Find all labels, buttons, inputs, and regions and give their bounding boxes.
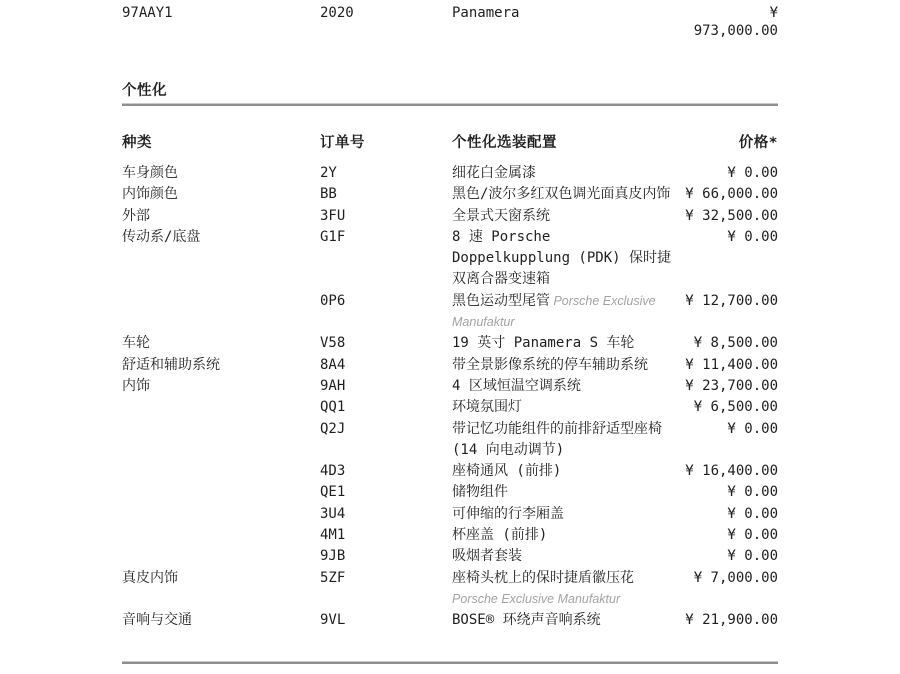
vehicle-price-currency: ¥ xyxy=(769,5,778,21)
row-price: ¥ 12,700.00 xyxy=(685,292,778,309)
row-category: 外部 xyxy=(122,207,150,224)
row-order-code: 8A4 xyxy=(320,356,346,373)
row-option xyxy=(452,610,680,631)
table-row xyxy=(122,504,778,525)
row-option-text: 黑色/波尔多红双色调光面真皮内饰 xyxy=(452,186,671,203)
row-option xyxy=(452,482,680,503)
table-row xyxy=(122,333,778,354)
row-category: 音响与交通 xyxy=(122,612,192,629)
vehicle-base-price xyxy=(680,4,778,40)
row-order-code: 2Y xyxy=(320,165,337,181)
row-category: 内饰 xyxy=(122,377,150,394)
row-category xyxy=(122,525,320,546)
row-option xyxy=(452,546,680,567)
vehicle-model-name: Panamera xyxy=(452,5,520,21)
row-option-text: 座椅头枕上的保时捷盾徽压花 xyxy=(452,569,634,586)
row-price: ¥ 0.00 xyxy=(727,420,778,437)
row-option xyxy=(452,227,680,291)
table-row xyxy=(122,184,778,205)
header-option: 个性化选装配置 xyxy=(452,135,557,151)
row-price: ¥ 16,400.00 xyxy=(685,463,778,480)
row-category: 传动系/底盘 xyxy=(122,228,201,245)
row-order-code: 3U4 xyxy=(320,505,346,522)
row-order-code: 0P6 xyxy=(320,292,346,309)
row-price: ¥ 11,400.00 xyxy=(685,356,778,373)
vehicle-order-code: 97AAY1 xyxy=(122,5,173,21)
table-row xyxy=(122,291,778,334)
row-price: ¥ 66,000.00 xyxy=(685,186,778,203)
row-option xyxy=(452,461,680,482)
row-order-code: 4D3 xyxy=(320,463,346,480)
table-row xyxy=(122,610,778,631)
row-option xyxy=(452,333,680,354)
row-option-text: 吸烟者套装 xyxy=(452,548,522,565)
row-price: ¥ 7,000.00 xyxy=(693,569,778,586)
row-price: ¥ 0.00 xyxy=(727,484,778,501)
row-option xyxy=(452,184,680,205)
section-title: 个性化 xyxy=(122,83,167,99)
table-row xyxy=(122,546,778,567)
row-category: 车轮 xyxy=(122,335,150,352)
row-option-text: 8 速 Porsche Doppelkupplung (PDK) 保时捷双离合器变速箱 xyxy=(452,228,672,288)
table-row xyxy=(122,419,778,462)
section-divider xyxy=(122,103,778,106)
row-option xyxy=(452,291,680,334)
header-price: 价格* xyxy=(738,135,778,151)
row-option xyxy=(452,525,680,546)
table-row xyxy=(122,525,778,546)
row-price: ¥ 0.00 xyxy=(727,228,778,245)
row-option-text: 杯座盖 (前排) xyxy=(452,527,548,544)
header-order-no: 订单号 xyxy=(320,135,365,151)
vehicle-summary-row xyxy=(122,4,778,40)
row-order-code: V58 xyxy=(320,335,346,352)
bottom-divider xyxy=(122,661,778,664)
row-option-text: 4 区域恒温空调系统 xyxy=(452,377,581,394)
row-price: ¥ 0.00 xyxy=(727,527,778,544)
row-option xyxy=(452,355,680,376)
row-option-text: 19 英寸 Panamera S 车轮 xyxy=(452,335,635,352)
row-order-code: 3FU xyxy=(320,207,346,224)
table-row xyxy=(122,376,778,397)
row-order-code: BB xyxy=(320,186,337,203)
row-option xyxy=(452,504,680,525)
row-order-code: QQ1 xyxy=(320,399,346,416)
table-row xyxy=(122,568,778,611)
table-row xyxy=(122,482,778,503)
row-option-note: Porsche Exclusive Manufaktur xyxy=(452,591,621,606)
row-option xyxy=(452,419,680,462)
row-order-code: Q2J xyxy=(320,420,346,437)
table-header-row xyxy=(122,134,778,152)
row-price: ¥ 8,500.00 xyxy=(693,335,778,352)
row-price: ¥ 23,700.00 xyxy=(685,377,778,394)
row-order-code: 5ZF xyxy=(320,569,346,586)
row-option-note: Porsche Exclusive Manufaktur xyxy=(452,293,656,330)
row-option-text: 带全景影像系统的停车辅助系统 xyxy=(452,356,648,373)
table-row xyxy=(122,227,778,291)
row-price: ¥ 0.00 xyxy=(727,548,778,565)
row-option-text: 黑色运动型尾管 xyxy=(452,292,550,309)
header-category: 种类 xyxy=(122,135,152,151)
document-content xyxy=(122,0,778,674)
row-order-code: 9JB xyxy=(320,548,346,565)
row-order-code: 9AH xyxy=(320,377,346,394)
row-price: ¥ 0.00 xyxy=(727,505,778,522)
table-row xyxy=(122,461,778,482)
row-option-text: 全景式天窗系统 xyxy=(452,207,550,224)
vehicle-price-amount: 973,000.00 xyxy=(693,23,778,39)
row-option-text: 储物组件 xyxy=(452,484,508,501)
row-category xyxy=(122,461,320,482)
row-category: 内饰颜色 xyxy=(122,186,178,203)
row-category xyxy=(122,504,320,525)
row-option-text: 可伸缩的行李厢盖 xyxy=(452,505,564,522)
row-price: ¥ 21,900.00 xyxy=(685,612,778,629)
row-price: ¥ 0.00 xyxy=(727,165,778,181)
table-row xyxy=(122,163,778,184)
row-category xyxy=(122,419,320,462)
row-option xyxy=(452,206,680,227)
row-category: 车身颜色 xyxy=(122,165,178,181)
row-order-code: G1F xyxy=(320,228,346,245)
table-row xyxy=(122,355,778,376)
row-option xyxy=(452,376,680,397)
row-order-code: QE1 xyxy=(320,484,346,501)
row-option-text: 座椅通风 (前排) xyxy=(452,463,562,480)
row-option-text: BOSE® 环绕声音响系统 xyxy=(452,612,601,629)
table-row xyxy=(122,206,778,227)
row-category xyxy=(122,546,320,567)
row-option xyxy=(452,163,680,184)
row-order-code: 4M1 xyxy=(320,527,346,544)
row-category: 舒适和辅助系统 xyxy=(122,356,220,373)
vehicle-model-year: 2020 xyxy=(320,5,354,21)
row-option-text: 带记忆功能组件的前排舒适型座椅 (14 向电动调节) xyxy=(452,420,662,458)
row-option xyxy=(452,568,680,611)
row-option xyxy=(452,397,680,418)
row-order-code: 9VL xyxy=(320,612,346,629)
row-price: ¥ 32,500.00 xyxy=(685,207,778,224)
row-category: 真皮内饰 xyxy=(122,569,178,586)
row-option-text: 细花白金属漆 xyxy=(452,165,536,181)
row-price: ¥ 6,500.00 xyxy=(693,399,778,416)
row-category xyxy=(122,291,320,334)
row-category xyxy=(122,397,320,418)
row-category xyxy=(122,482,320,503)
table-row xyxy=(122,397,778,418)
table-body xyxy=(122,163,778,632)
row-option-text: 环境氛围灯 xyxy=(452,399,522,416)
